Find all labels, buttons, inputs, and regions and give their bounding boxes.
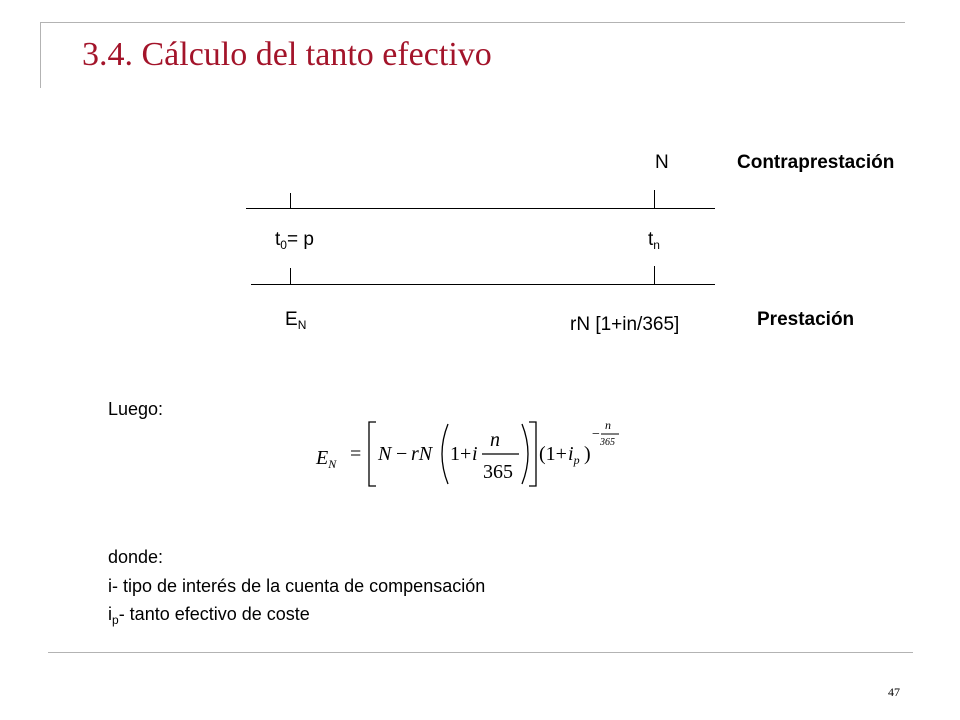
- definition-i: i- tipo de interés de la cuenta de compensación: [108, 576, 486, 596]
- lower-right-tick: [654, 266, 655, 284]
- left-bracket: [369, 422, 376, 486]
- definition-ip: $i_p-$ tanto efectivo de coste: [108, 604, 310, 627]
- formula-equals: =: [350, 443, 362, 465]
- en-label: $E_N$: [285, 309, 307, 332]
- donde-text: donde:: [108, 547, 164, 567]
- frame-top-line: [40, 22, 905, 23]
- frame-bottom-line: [48, 652, 913, 653]
- upper-left-tick: [290, 193, 291, 209]
- right-bracket: [529, 422, 536, 486]
- top-n-label: N: [655, 152, 669, 173]
- formula-i: i: [472, 443, 478, 465]
- tn-label: $t_n$: [648, 229, 660, 252]
- upper-timeline: [246, 208, 715, 209]
- contraprestacion-label: Contraprestación: [737, 152, 895, 173]
- formula-close-paren: ): [584, 443, 591, 465]
- formula-minus: −: [396, 443, 408, 465]
- luego-text: Luego:: [108, 399, 164, 419]
- slide-title: 3.4. Cálculo del tanto efectivo: [82, 36, 492, 73]
- formula-paren-one-plus: (1+: [539, 443, 567, 465]
- effective-rate-formula: [312, 408, 632, 498]
- t0-label: $t_0= p$: [275, 229, 314, 252]
- rn-expression: rN [1+in/365]: [570, 314, 680, 335]
- formula-rn: rN: [411, 443, 433, 465]
- lower-left-tick: [290, 268, 291, 284]
- inner-right-paren: [522, 424, 528, 484]
- prestacion-label: Prestación: [757, 309, 855, 330]
- upper-right-tick: [654, 190, 655, 209]
- exp-denominator: 365: [600, 437, 615, 448]
- formula-n: N: [378, 443, 392, 465]
- page-number: 47: [888, 685, 900, 699]
- lower-timeline: [251, 284, 715, 285]
- exp-numerator: n: [605, 418, 611, 432]
- frac-denominator: 365: [483, 461, 513, 483]
- frac-numerator: n: [490, 429, 500, 451]
- formula-lhs: $E_N$: [316, 447, 337, 471]
- formula-one-plus: 1+: [450, 443, 472, 465]
- formula-ip: $i_p$: [568, 443, 580, 467]
- inner-left-paren: [442, 424, 448, 484]
- frame-left-line: [40, 22, 41, 88]
- exp-minus: −: [592, 427, 600, 442]
